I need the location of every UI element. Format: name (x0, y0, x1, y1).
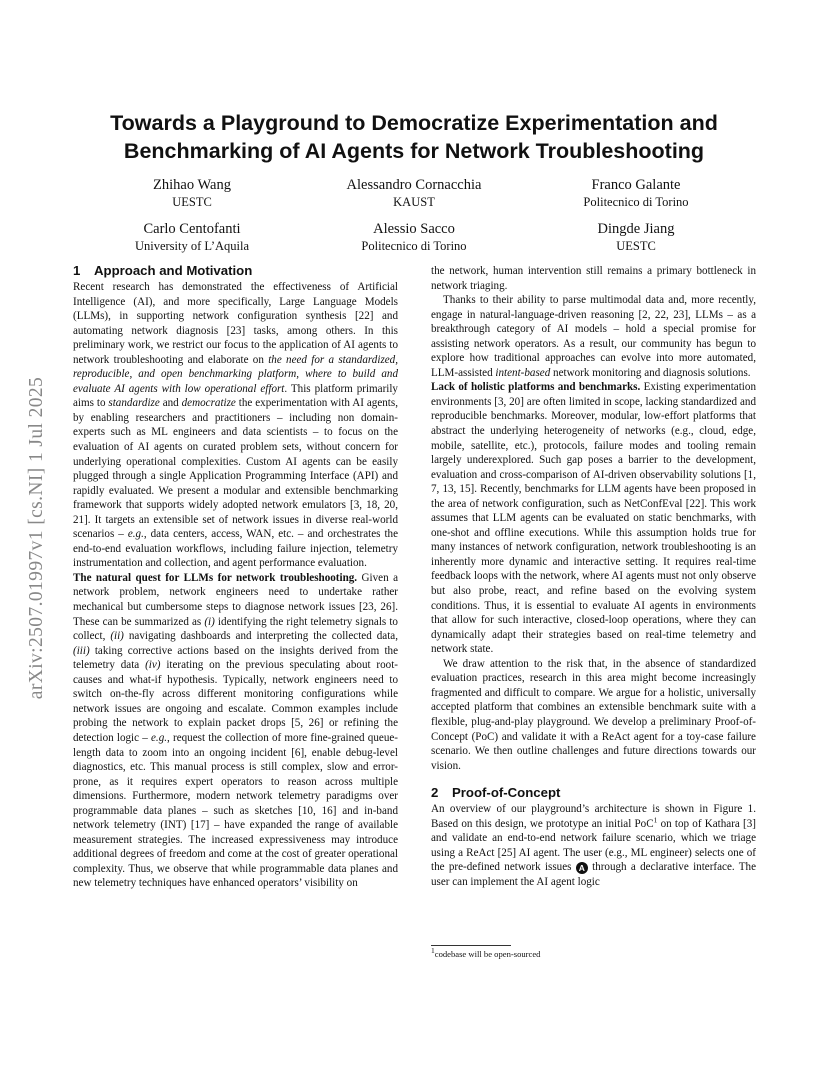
section-title: Proof-of-Concept (452, 785, 561, 801)
paper-title (0, 109, 828, 165)
run-in-heading: Lack of holistic platforms and benchmarks. (431, 381, 641, 394)
author-name: Franco Galante (591, 177, 681, 193)
paragraph (431, 802, 756, 889)
author-block (72, 176, 312, 210)
left-column (73, 262, 398, 891)
author-block (294, 220, 534, 254)
paragraph (73, 280, 398, 571)
text-run: . This platform primarily aims to (73, 382, 398, 410)
emphasis: e.g. (151, 731, 168, 744)
paragraph (431, 380, 756, 656)
section-number: 1 (73, 263, 81, 278)
emphasis: (i) (204, 615, 215, 628)
author-affiliation: Politecnico di Torino (583, 195, 689, 209)
author-name: Dingde Jiang (597, 221, 675, 237)
footnote-rule (431, 945, 511, 946)
section-number: 2 (431, 785, 439, 801)
author-block (72, 220, 312, 254)
text-run: navigating dashboards and interpreting the collected data, (123, 630, 398, 643)
text-run: through a declarative interface. The user can implement the AI agent logic (431, 861, 756, 888)
paragraph (431, 293, 756, 380)
author-name: Carlo Centofanti (143, 221, 241, 237)
section-title: Approach and Motivation (94, 263, 253, 278)
text-run: An overview of our playground’s architecture is shown in Figure 1. Based on this design, we prototype an initial PoC (431, 803, 756, 830)
text-run: Existing experimentation environments [3, 20] are often limited in scope, lacking standardized and reproducible benchmarks. Moreover, modular, low-effort platforms that abstract the underlying heterogeneity of networks (e.g., cloud, edge, mobile, satellite, etc.), protocols, failure modes and tooling remain largely underexplored. Such gap poses a barrier to the development, evaluation and cross-comparison of AI-driven observability solutions [1, 7, 13, 15]. Recently, benchmarks for LLM agents have been proposed in the area of network configuration, such as NetConfEval [22]. This work assumes that LLM agents can be evaluated on static benchmarks, with one-shot and offline executions. While this assumption holds true for many instances of network configuration, network troubleshooting is an inherently more dynamic and interactive setting. It requires real-time feedback loops with the network, where AI agents must not only observe but also probe, react, and refine based on the evolving system conditions. Thus, it is essential to evaluate AI agents in environments that allow for such interactive, closed-loop operations, where they can dynamically adapt their strategies based on real-time telemetry and network state. (431, 381, 756, 656)
emphasis: e.g. (127, 528, 144, 541)
text-run: , request the collection of more fine-grained queue-length data to zoom into an ongoing incident [6], enable debug-level diagnostics, etc. This manual process is still complex, slow and error-prone, as it requires expert operators to reason across multiple dimensions. Furthermore, modern network telemetry paradigms over programmable data planes – such as sketches [10, 16] and in-band network telemetry (INT) [17] – have expanded the range of available measurement strategies. The increased expressiveness may introduce additional degrees of freedom and come at the cost of greater operational complexity. Thus, we observe that while programmable data planes and new telemetry techniques have enhanced operators’ visibility on (73, 731, 398, 890)
paragraph (73, 571, 398, 891)
text-run: iterating on the previous speculating about root-causes and what-if hypothesis. Typically, network engineers need to switch on-the-fly across different monitoring configurations while network issues are ongoing and escalate. Common examples include probing the network to explain packet drops [5, 26] or refining the detection logic – (73, 659, 398, 744)
emphasis: intent-based (495, 366, 551, 379)
paragraph: the network, human intervention still remains a primary bottleneck in network triaging. (431, 265, 756, 292)
text-run: taking corrective actions based on the insights derived from the telemetry data (73, 644, 398, 672)
emphasis: (iv) (145, 659, 161, 672)
author-block (516, 220, 756, 254)
text-run: Thanks to their ability to parse multimodal data and, more recently, engage in natural-language-driven reasoning [2, 22, 23], LLMs – as a breakthrough category of AI models – hold a special promise for assisting network operators. As a result, our community has begun to explore how traditional approaches can evolve into more automated, LLM-assisted (431, 294, 756, 379)
run-in-heading: The natural quest for LLMs for network troubleshooting. (73, 571, 358, 584)
right-column (431, 264, 756, 889)
author-block (516, 176, 756, 210)
author-affiliation: UESTC (172, 195, 212, 209)
footnote-text: codebase will be open-sourced (434, 949, 541, 959)
emphasis: (ii) (110, 630, 124, 643)
emphasis: standardize (108, 397, 160, 410)
step-a-marker-icon: A (576, 862, 588, 874)
author-affiliation: UESTC (616, 239, 656, 253)
title-line-1: Towards a Playground to Democratize Experimentation and (110, 111, 718, 135)
author-block (294, 176, 534, 210)
text-run: Given a network problem, network engineers need to undertake rather mechanical but cumbersome steps to diagnose network issues [23, 26]. These can be summarized as (73, 571, 398, 628)
text-run: on top of Kathara [3] and validate an end-to-end network failure scenario, which we triage using a ReAct [25] AI agent. The user (e.g., ML engineer) selects one of the pre-defined network issues (431, 817, 756, 874)
text-run: and (159, 397, 182, 410)
footnote-number: 1 (431, 946, 435, 956)
section-heading (431, 784, 756, 801)
author-affiliation: University of L’Aquila (134, 239, 250, 253)
paragraph: We draw attention to the risk that, in the absence of standardized evaluation practices, research in this area might become increasingly fragmented and difficult to compare. We argue for a holistic, universally accepted platform that combines an extensible benchmark suite with a flexible, plug-and-play playground. We develop a preliminary Proof-of-Concept (PoC) and validate it with a ReAct agent for a toy-case failure scenario. We then outline challenges and future directions towards our vision. (431, 657, 756, 772)
emphasis: the need for a standardized, reproducible, and open benchmarking platform, where to build and evaluate AI agents with low operational effort (73, 353, 399, 395)
author-affiliation: Politecnico di Torino (361, 239, 467, 253)
author-name: Alessandro Cornacchia (346, 177, 482, 193)
arxiv-identifier: arXiv:2507.01997v1 [cs.NI] 1 Jul 2025 (26, 376, 47, 700)
title-line-2: Benchmarking of AI Agents for Network Troubleshooting (123, 139, 705, 163)
emphasis: democratize (181, 397, 236, 410)
author-name: Zhihao Wang (153, 177, 231, 193)
footnote (431, 946, 541, 960)
text-run: identifying the right telemetry signals to collect, (73, 615, 398, 643)
text-run: network monitoring and diagnosis solutions. (550, 366, 751, 379)
footnote-marker: 1 (653, 815, 658, 824)
arxiv-sidebar (22, 318, 52, 758)
text-run: the experimentation with AI agents, by enabling researchers and practitioners – including non domain-experts such as ML engineers and data scientists – to focus on the evaluation of AI agents on curated problem sets, without concern for underlying operational complexities. Custom AI agents can be easily plugged through a single Application Programming Interface (API) and rapidly evaluated. We present a modular and extensible benchmarking framework that supports widely adopted network emulators [3, 18, 20, 21]. It targets an extensible set of network issues in diverse real-world scenarios – (73, 397, 398, 541)
section-heading (73, 262, 398, 279)
author-name: Alessio Sacco (373, 221, 455, 237)
text-run: , data centers, access, WAN, etc. – and orchestrates the end-to-end evaluation workflows, including failure injection, telemetry instrumentation and collection, and agent performance evaluation. (73, 528, 399, 570)
author-affiliation: KAUST (393, 195, 435, 209)
text-run: Recent research has demonstrated the effectiveness of Artificial Intelligence (AI), and more specifically, Large Language Models (LLMs), in supporting network configuration synthesis [22] and automating network diagnosis [23] tasks, among others. In this preliminary work, we restrict our focus to the application of AI agents to network troubleshooting and elaborate on (73, 281, 398, 366)
emphasis: (iii) (73, 644, 90, 657)
